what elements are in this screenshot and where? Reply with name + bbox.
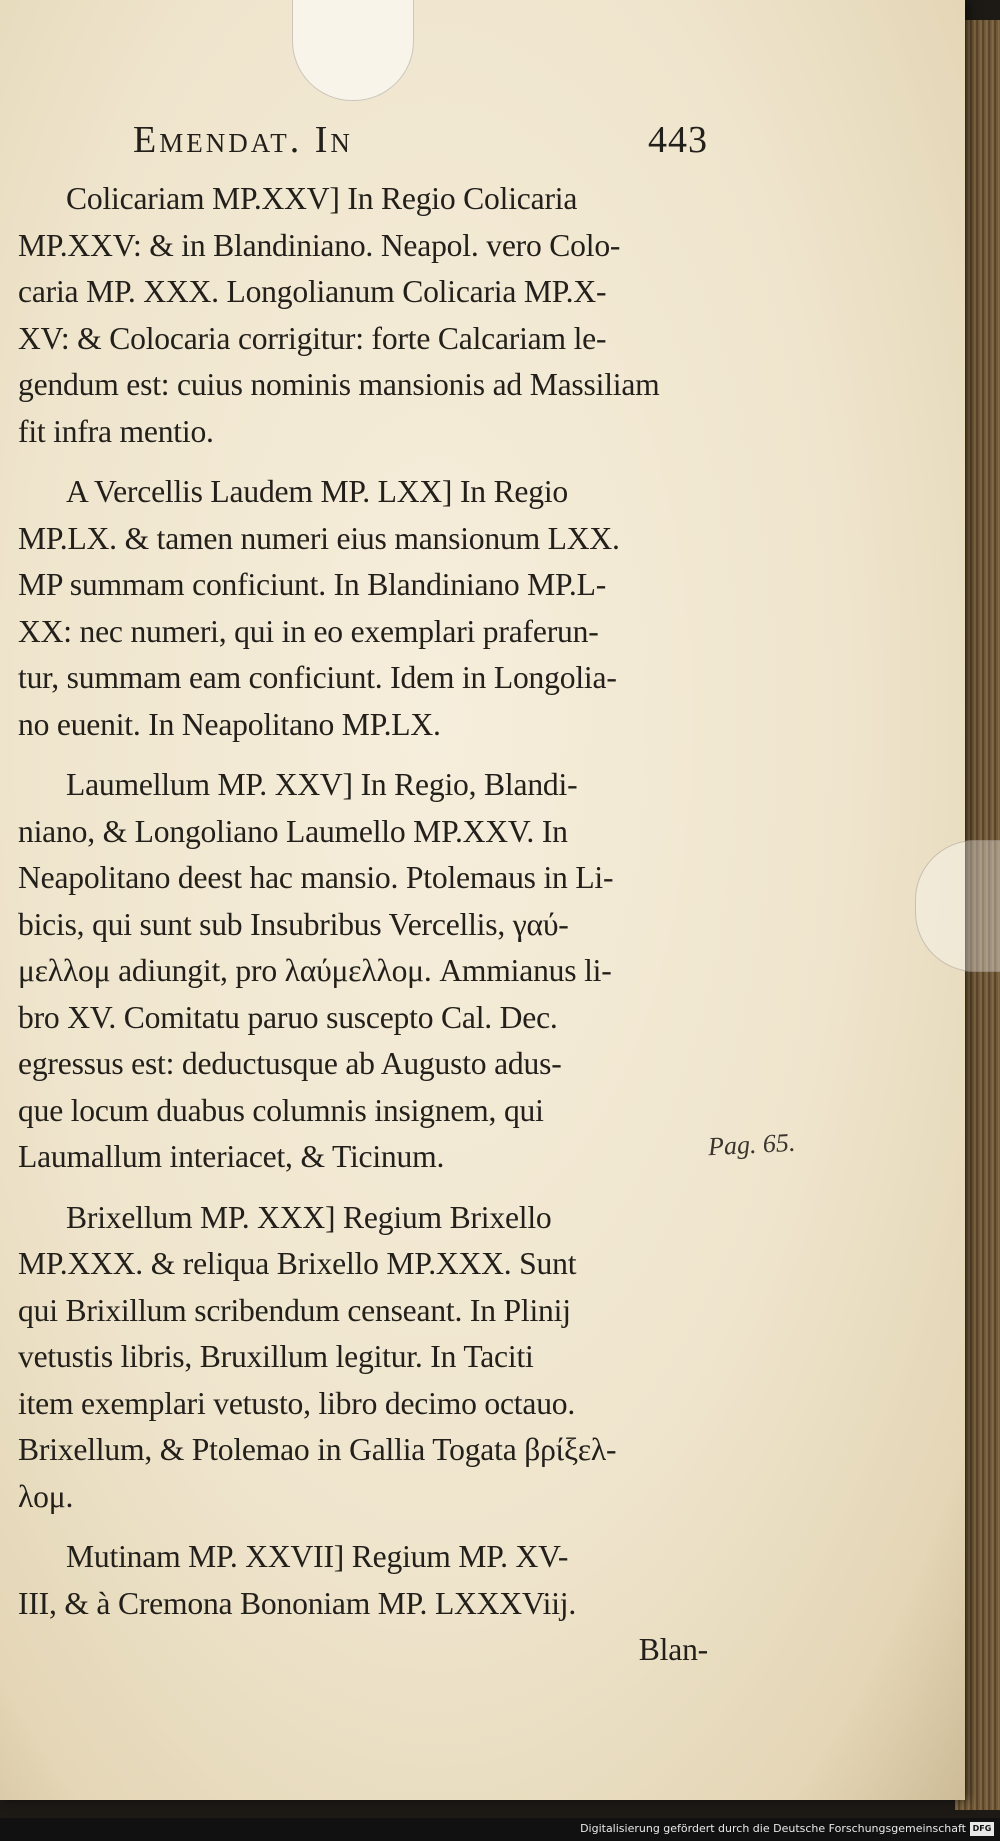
page-number: 443 <box>648 119 708 161</box>
text-line: λομ. <box>18 1478 74 1514</box>
footer-credit: Digitalisierung gefördert durch die Deutsche Forschungsgemeinschaft <box>580 1822 966 1835</box>
text-line: item exemplari vetusto, libro decimo octauo. <box>18 1385 576 1421</box>
text-line: no euenit. In Neapolitano MP.LX. <box>18 706 441 742</box>
text-line: MP summam conficiunt. In Blandiniano MP.L- <box>18 567 607 602</box>
text-line: XV: & Colocaria corrigitur: forte Calcariam le- <box>18 320 607 356</box>
handwritten-margin-note: Pag. 65. <box>707 1127 797 1162</box>
text-line: niano, & Longoliano Laumello MP.XXV. In <box>18 813 568 849</box>
text-line: Neapolitano deest hac mansio. Ptolemaus in Li- <box>18 860 614 895</box>
text-line: egressus est: deductusque ab Augusto adus- <box>18 1046 562 1081</box>
text-block <box>18 118 708 1688</box>
text-line: XX: nec numeri, qui in eo exemplari praferun- <box>18 613 599 649</box>
text-line: vetustis libris, Bruxillum legitur. In Taciti <box>18 1339 534 1374</box>
text-line: A Vercellis Laudem MP. LXX] In Regio <box>66 474 569 509</box>
entry-vercellis <box>18 469 708 748</box>
text-line: bro XV. Comitatu paruo suscepto Cal. Dec. <box>18 999 558 1035</box>
text-line: MP.LX. & tamen numeri eius mansionum LXX. <box>18 520 620 556</box>
text-line: gendum est: cuius nominis mansionis ad Massiliam <box>18 367 660 402</box>
text-line: Mutinam MP. XXVII] Regium MP. XV- <box>66 1539 569 1574</box>
entry-laumellum <box>18 762 708 1181</box>
dfg-logo-icon: DFG <box>970 1822 994 1836</box>
entry-mutinam <box>18 1534 708 1674</box>
text-line: Laumellum MP. XXV] In Regio, Blandi- <box>66 767 578 802</box>
catchword: Blan- <box>638 1632 708 1667</box>
text-line: fit infra mentio. <box>18 413 214 449</box>
running-head <box>133 118 708 162</box>
text-line: Laumallum interiacet, & Ticinum. <box>18 1139 445 1174</box>
text-line: MP.XXV: & in Blandiniano. Neapol. vero Colo- <box>18 227 621 263</box>
text-line: Colicariam MP.XXV] In Regio Colicaria <box>66 181 578 216</box>
running-head-title: Emendat. In <box>133 119 353 161</box>
text-line: III, & à Cremona Bononiam MP. LXXXViij. <box>18 1585 577 1621</box>
text-line: caria MP. XXX. Longolianum Colicaria MP.X- <box>18 274 607 309</box>
text-line: qui Brixillum scribendum censeant. In Plinij <box>18 1292 571 1328</box>
text-line: μελλομ adiungit, pro λαύμελλομ. Ammianus li- <box>18 953 612 988</box>
text-line: Brixellum MP. XXX] Regium Brixello <box>66 1199 552 1235</box>
text-line: Brixellum, & Ptolemao in Gallia Togata βρίξελ- <box>18 1432 617 1467</box>
text-line: bicis, qui sunt sub Insubribus Vercellis, γαύ- <box>18 906 569 942</box>
text-line: que locum duabus columnis insignem, qui <box>18 1092 544 1128</box>
text-line: MP.XXX. & reliqua Brixello MP.XXX. Sunt <box>18 1246 577 1281</box>
entry-brixellum <box>18 1195 708 1521</box>
entry-colicariam <box>18 176 708 455</box>
text-line: tur, summam eam conficiunt. Idem in Longolia- <box>18 660 617 695</box>
